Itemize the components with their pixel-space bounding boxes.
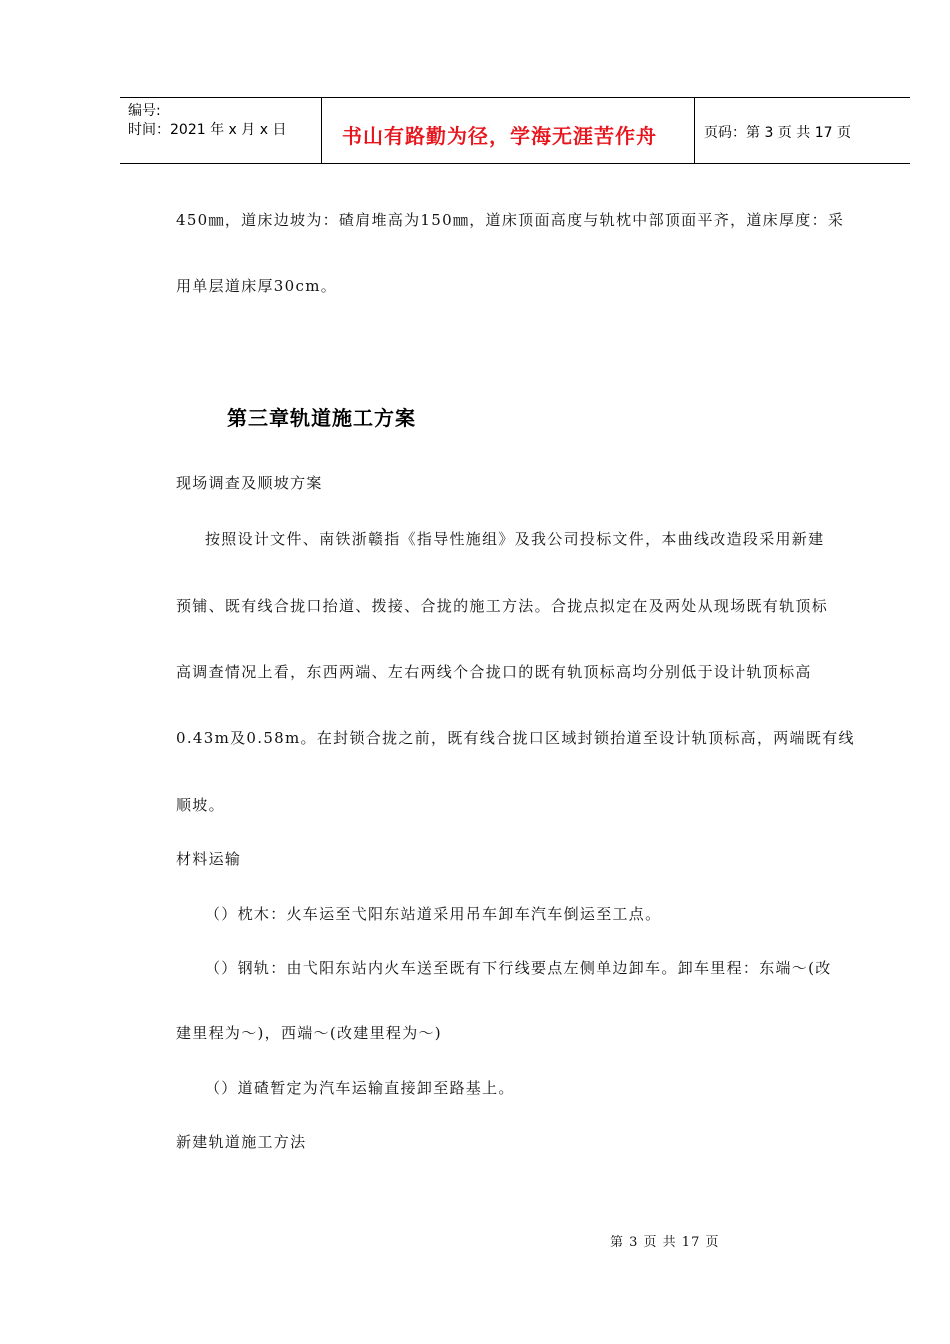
page-footer: 第 3 页 共 17 页 bbox=[610, 1235, 720, 1250]
section-heading: 新建轨道施工方法 bbox=[176, 1133, 307, 1151]
header-divider-right bbox=[694, 97, 695, 164]
list-item: （）道碴暂定为汽车运输直接卸至路基上。 bbox=[205, 1079, 515, 1097]
header-motto: 书山有路勤为径，学海无涯苦作舟 bbox=[342, 124, 657, 148]
paragraph-line: 高调查情况上看，东西两端、左右两线个合拢口的既有轨顶标高均分别低于设计轨顶标高 bbox=[176, 663, 812, 681]
section-heading: 材料运输 bbox=[176, 850, 242, 868]
paragraph-line: 0.43m及0.58m。在封锁合拢之前，既有线合拢口区域封锁抬道至设计轨顶标高，两端既有线 bbox=[176, 729, 855, 747]
list-item: （）枕木：火车运至弋阳东站道采用吊车卸车汽车倒运至工点。 bbox=[205, 905, 662, 923]
paragraph-line: 按照设计文件、南铁浙赣指《指导性施组》及我公司投标文件，本曲线改造段采用新建 bbox=[205, 530, 825, 548]
paragraph-line: 预铺、既有线合拢口抬道、拨接、合拢的施工方法。合拢点拟定在及两处从现场既有轨顶标 bbox=[176, 597, 829, 615]
list-item: （）钢轨：由弋阳东站内火车送至既有下行线要点左侧单边卸车。卸车里程：东端～(改 bbox=[205, 959, 832, 977]
paragraph-line: 用单层道床厚30cm。 bbox=[176, 277, 338, 295]
header-time-label: 时间：2021 年 x 月 x 日 bbox=[128, 122, 287, 138]
paragraph-line: 顺坡。 bbox=[176, 796, 225, 814]
header-divider-left bbox=[321, 97, 322, 164]
header-bottom-rule bbox=[120, 163, 910, 164]
header-top-rule bbox=[120, 97, 910, 98]
list-item-continuation: 建里程为～)，西端～(改建里程为～) bbox=[176, 1024, 442, 1042]
header-page-label: 页码：第 3 页 共 17 页 bbox=[704, 125, 851, 141]
section-heading: 现场调查及顺坡方案 bbox=[176, 474, 323, 492]
header-number-label: 编号: bbox=[128, 103, 161, 119]
paragraph-line: 450㎜，道床边坡为：碴肩堆高为150㎜，道床顶面高度与轨枕中部顶面平齐，道床厚度：采 bbox=[176, 211, 845, 229]
chapter-title: 第三章轨道施工方案 bbox=[227, 406, 416, 430]
